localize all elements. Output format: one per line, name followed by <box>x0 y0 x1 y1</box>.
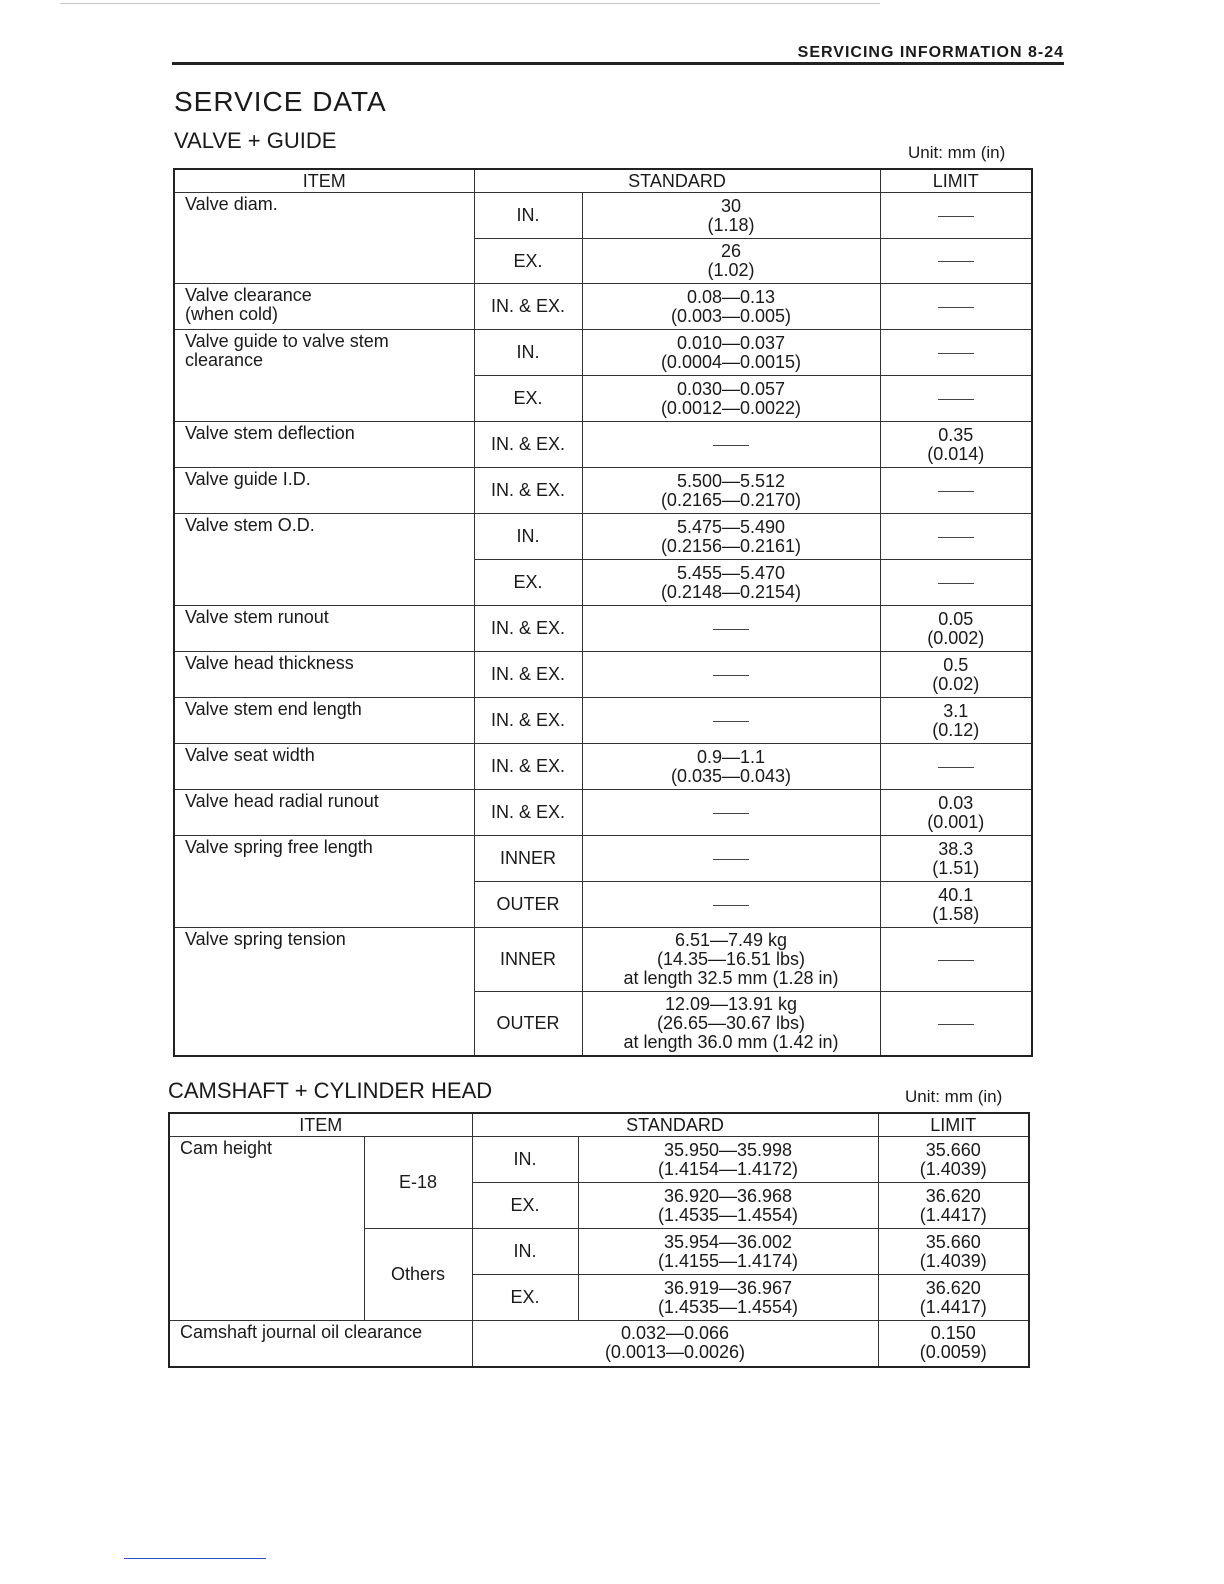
header-limit: LIMIT <box>880 169 1032 193</box>
table-row <box>174 744 1032 790</box>
table-row <box>174 790 1032 836</box>
table-row <box>174 514 1032 560</box>
standard-value: 0.9—1.1 (0.035—0.043) <box>582 744 880 790</box>
table-row <box>174 330 1032 376</box>
standard-value: 5.475—5.490 (0.2156—0.2161) <box>582 514 880 560</box>
item-label: Valve clearance (when cold) <box>174 284 474 330</box>
standard-value: 12.09—13.91 kg (26.65—30.67 lbs) at length 36.0 mm (1.42 in) <box>582 992 880 1056</box>
item-label: Cam height <box>169 1137 364 1321</box>
item-label: Valve stem end length <box>174 698 474 744</box>
limit-value: 3.1 (0.12) <box>880 698 1032 744</box>
sub-label: INNER <box>474 928 582 992</box>
header-standard: STANDARD <box>472 1113 878 1137</box>
dash-mark <box>713 629 749 630</box>
sub-label: IN. <box>474 330 582 376</box>
sub-label: IN. & EX. <box>474 790 582 836</box>
limit-empty <box>880 468 1032 514</box>
table-row <box>169 1137 1029 1183</box>
sub-label: IN. & EX. <box>474 698 582 744</box>
item-label: Camshaft journal oil clearance <box>169 1321 472 1367</box>
sub-label: IN. <box>474 514 582 560</box>
table-row <box>174 284 1032 330</box>
standard-value: 30 (1.18) <box>582 193 880 239</box>
item-label: Valve stem deflection <box>174 422 474 468</box>
table-row <box>174 606 1032 652</box>
dash-mark <box>713 859 749 860</box>
standard-value: 35.954—36.002 (1.4155—1.4174) <box>578 1229 878 1275</box>
limit-value: 0.05 (0.002) <box>880 606 1032 652</box>
header-item: ITEM <box>169 1113 472 1137</box>
limit-value: 38.3 (1.51) <box>880 836 1032 882</box>
camshaft-table <box>168 1112 1030 1368</box>
sub-label: IN. & EX. <box>474 652 582 698</box>
sub-label: IN. <box>474 193 582 239</box>
item-label: Valve spring free length <box>174 836 474 928</box>
limit-empty <box>880 744 1032 790</box>
sub-label: IN. & EX. <box>474 284 582 330</box>
header-standard: STANDARD <box>474 169 880 193</box>
dash-mark <box>938 399 974 400</box>
sub-label: INNER <box>474 836 582 882</box>
dash-mark <box>713 813 749 814</box>
header-rule <box>172 62 1064 65</box>
standard-value: 0.010—0.037 (0.0004—0.0015) <box>582 330 880 376</box>
sub-label: EX. <box>472 1183 578 1229</box>
standard-value: 0.030—0.057 (0.0012—0.0022) <box>582 376 880 422</box>
standard-value: 5.500—5.512 (0.2165—0.2170) <box>582 468 880 514</box>
sub-label: IN. <box>472 1137 578 1183</box>
item-label: Valve guide I.D. <box>174 468 474 514</box>
sub-label: EX. <box>472 1275 578 1321</box>
valve-unit: Unit: mm (in) <box>908 143 1006 162</box>
header-item: ITEM <box>174 169 474 193</box>
dash-mark <box>938 767 974 768</box>
table-row <box>174 468 1032 514</box>
bottom-link-line <box>124 1558 266 1559</box>
sub-label: IN. & EX. <box>474 744 582 790</box>
item-label: Valve seat width <box>174 744 474 790</box>
table-row <box>174 193 1032 239</box>
standard-empty <box>582 698 880 744</box>
sub-label: IN. & EX. <box>474 606 582 652</box>
table-header-row <box>174 169 1032 193</box>
sub-label: IN. <box>472 1229 578 1275</box>
table-row <box>174 652 1032 698</box>
limit-empty <box>880 330 1032 376</box>
standard-value: 26 (1.02) <box>582 239 880 284</box>
limit-value: 0.35 (0.014) <box>880 422 1032 468</box>
standard-value: 0.032—0.066 (0.0013—0.0026) <box>472 1321 878 1367</box>
dash-mark <box>938 353 974 354</box>
table-row <box>174 836 1032 882</box>
dash-mark <box>938 537 974 538</box>
limit-empty <box>880 514 1032 560</box>
limit-value: 35.660 (1.4039) <box>878 1137 1029 1183</box>
dash-mark <box>938 216 974 217</box>
dash-mark <box>938 307 974 308</box>
standard-value: 6.51—7.49 kg (14.35—16.51 lbs) at length 32.5 mm (1.28 in) <box>582 928 880 992</box>
dash-mark <box>938 491 974 492</box>
table-row <box>174 422 1032 468</box>
dash-mark <box>938 583 974 584</box>
item-label: Valve guide to valve stem clearance <box>174 330 474 422</box>
limit-empty <box>880 239 1032 284</box>
limit-empty <box>880 992 1032 1056</box>
limit-empty <box>880 560 1032 606</box>
table-header-row <box>169 1113 1029 1137</box>
standard-empty <box>582 790 880 836</box>
valve-section-title: VALVE + GUIDE <box>174 128 337 153</box>
limit-value: 0.5 (0.02) <box>880 652 1032 698</box>
dash-mark <box>713 445 749 446</box>
standard-empty <box>582 606 880 652</box>
sub-label: EX. <box>474 376 582 422</box>
limit-empty <box>880 193 1032 239</box>
limit-value: 0.03 (0.001) <box>880 790 1032 836</box>
item-label: Valve diam. <box>174 193 474 284</box>
item-label: Valve stem runout <box>174 606 474 652</box>
running-head: SERVICING INFORMATION 8-24 <box>797 44 1064 61</box>
sub-label: OUTER <box>474 992 582 1056</box>
standard-empty <box>582 882 880 928</box>
limit-empty <box>880 284 1032 330</box>
camshaft-unit: Unit: mm (in) <box>905 1087 1003 1106</box>
limit-value: 40.1 (1.58) <box>880 882 1032 928</box>
limit-value: 36.620 (1.4417) <box>878 1183 1029 1229</box>
dash-mark <box>713 721 749 722</box>
standard-empty <box>582 422 880 468</box>
standard-empty <box>582 836 880 882</box>
standard-value: 5.455—5.470 (0.2148—0.2154) <box>582 560 880 606</box>
standard-value: 36.919—36.967 (1.4535—1.4554) <box>578 1275 878 1321</box>
standard-value: 0.08—0.13 (0.003—0.005) <box>582 284 880 330</box>
sub-label: EX. <box>474 560 582 606</box>
limit-value: 0.150 (0.0059) <box>878 1321 1029 1367</box>
standard-empty <box>582 652 880 698</box>
item-label: Valve stem O.D. <box>174 514 474 606</box>
table-row <box>174 928 1032 992</box>
standard-value: 36.920—36.968 (1.4535—1.4554) <box>578 1183 878 1229</box>
limit-empty <box>880 928 1032 992</box>
variant-label: Others <box>364 1229 472 1321</box>
top-scan-line <box>60 3 880 4</box>
valve-guide-table <box>173 168 1033 1057</box>
sub-label: EX. <box>474 239 582 284</box>
header-limit: LIMIT <box>878 1113 1029 1137</box>
camshaft-section-title: CAMSHAFT + CYLINDER HEAD <box>168 1078 493 1103</box>
item-label: Valve head thickness <box>174 652 474 698</box>
table-row <box>174 698 1032 744</box>
dash-mark <box>713 675 749 676</box>
sub-label: OUTER <box>474 882 582 928</box>
standard-value: 35.950—35.998 (1.4154—1.4172) <box>578 1137 878 1183</box>
limit-empty <box>880 376 1032 422</box>
item-label: Valve spring tension <box>174 928 474 1056</box>
variant-label: E-18 <box>364 1137 472 1229</box>
dash-mark <box>938 1024 974 1025</box>
sub-label: IN. & EX. <box>474 422 582 468</box>
page-title: SERVICE DATA <box>174 86 387 117</box>
limit-value: 35.660 (1.4039) <box>878 1229 1029 1275</box>
item-label: Valve head radial runout <box>174 790 474 836</box>
dash-mark <box>938 261 974 262</box>
table-row <box>169 1321 1029 1367</box>
dash-mark <box>713 905 749 906</box>
dash-mark <box>938 960 974 961</box>
limit-value: 36.620 (1.4417) <box>878 1275 1029 1321</box>
sub-label: IN. & EX. <box>474 468 582 514</box>
